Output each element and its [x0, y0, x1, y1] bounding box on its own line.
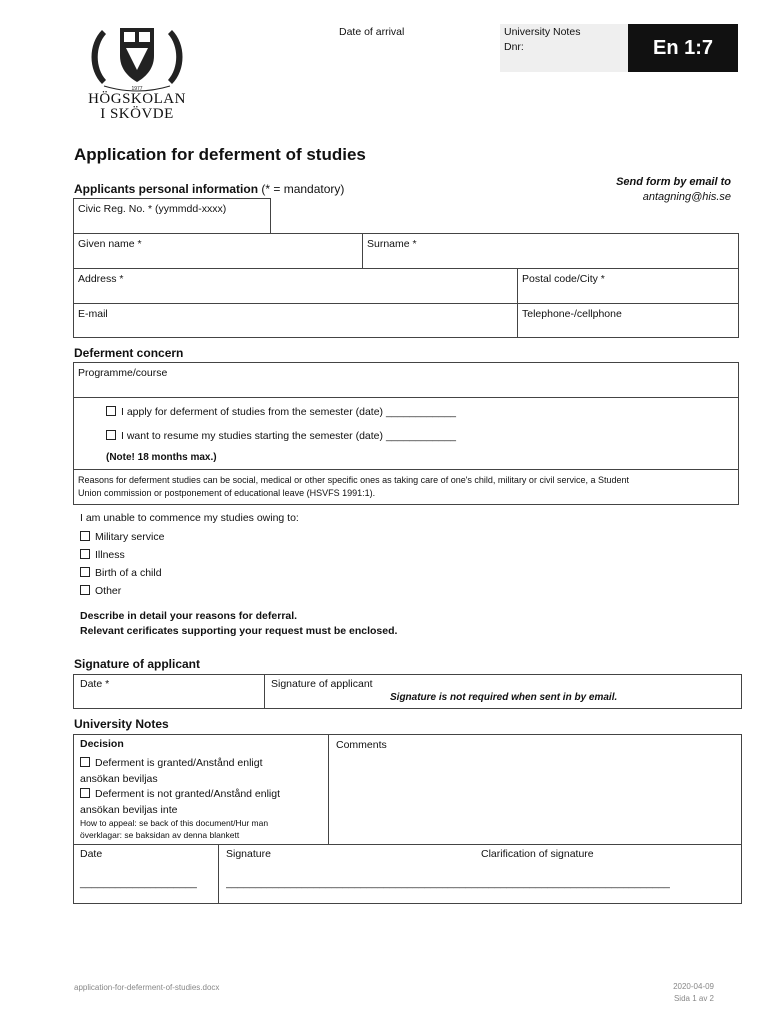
resume-studies-option[interactable]: [106, 430, 456, 442]
university-logo: [82, 22, 192, 122]
mandatory-note: (* = mandatory): [261, 182, 345, 196]
granted-option[interactable]: [80, 755, 263, 787]
clarification-label: Clarification of signature: [481, 848, 594, 860]
reason-military[interactable]: [80, 531, 164, 543]
notes-signature-line[interactable]: ____________________________________________________________________________: [226, 877, 670, 889]
birth-checkbox[interactable]: [80, 567, 90, 577]
university-notes-heading: University Notes: [74, 717, 169, 731]
reasons-text: [78, 474, 629, 500]
personal-info-title: Applicants personal information: [74, 182, 259, 196]
send-form-label: [560, 175, 731, 205]
form-code-badge: [628, 24, 738, 72]
date-sig-divider: [218, 844, 219, 904]
institution-line2: I SKÖVDE: [100, 106, 174, 122]
date-of-arrival-label: Date of arrival: [339, 26, 405, 38]
decision-divider: [328, 734, 329, 845]
signature-heading: Signature of applicant: [74, 657, 201, 671]
programme-divider: [73, 397, 739, 398]
university-notes-label: University Notes: [504, 26, 581, 38]
military-checkbox[interactable]: [80, 531, 90, 541]
appeal-line2: överklagar: se baksidan av denna blankett: [80, 830, 240, 840]
describe-line2: Relevant cerificates supporting your request must be enclosed.: [80, 625, 398, 637]
signature-date-field[interactable]: Date *: [80, 678, 110, 690]
granted-line2: ansökan beviljas: [80, 773, 158, 785]
granted-checkbox[interactable]: [80, 757, 90, 767]
comments-field[interactable]: Comments: [336, 739, 387, 751]
other-label: Other: [95, 585, 122, 597]
svg-text:1977: 1977: [131, 86, 143, 92]
email-field[interactable]: E-mail: [78, 308, 108, 320]
resume-label: I want to resume my studies starting the semester (date) ____________: [121, 430, 457, 442]
notes-row-divider: [73, 844, 742, 845]
notes-date-label: Date: [80, 848, 103, 860]
illness-label: Illness: [95, 549, 125, 561]
footer-date: 2020-04-09: [673, 982, 714, 991]
institution-line1: HÖGSKOLAN: [88, 91, 186, 107]
apply-deferment-option[interactable]: [106, 406, 456, 418]
reason-illness[interactable]: [80, 549, 125, 561]
appeal-line1: How to appeal: se back of this document/Hur man: [80, 818, 269, 828]
civic-reg-label: Civic Reg. No. * (yymmdd-xxxx): [78, 203, 227, 215]
footer-page: Sida 1 av 2: [673, 994, 714, 1003]
apply-label: I apply for deferment of studies from the semester (date) ____________: [121, 406, 457, 418]
reason-birth[interactable]: [80, 567, 162, 579]
reasons-line2: Union commission or postponement of educational leave (HSVFS 1991:1).: [78, 488, 376, 498]
reasons-divider: [73, 469, 739, 470]
not-granted-line1: Deferment is not granted/Anstånd enligt: [95, 788, 281, 800]
describe-line1: Describe in detail your reasons for deferral.: [80, 610, 298, 622]
other-checkbox[interactable]: [80, 585, 90, 595]
postal-city-field[interactable]: Postal code/City *: [522, 273, 605, 285]
page-title: Application for deferment of studies: [74, 145, 366, 164]
reasons-line1: Reasons for deferment studies can be social, medical or other specific ones as taking care of one's child, military or civil service, a Student: [78, 475, 629, 485]
illness-checkbox[interactable]: [80, 549, 90, 559]
resume-checkbox[interactable]: [106, 430, 116, 440]
decision-label: Decision: [80, 738, 124, 750]
send-form-email: antagning@his.se: [642, 191, 731, 203]
footer-filename: application-for-deferment-of-studies.docx: [74, 983, 220, 992]
military-label: Military service: [95, 531, 165, 543]
address-field[interactable]: Address *: [78, 273, 124, 285]
seal-icon: [82, 22, 192, 92]
signature-note: Signature is not required when sent in by email.: [390, 692, 618, 703]
phone-field[interactable]: Telephone-/cellphone: [522, 308, 622, 320]
unable-intro: I am unable to commence my studies owing to:: [80, 512, 299, 524]
reason-other[interactable]: [80, 585, 121, 597]
notes-signature-label: Signature: [226, 848, 271, 860]
birth-label: Birth of a child: [95, 567, 162, 579]
appeal-text: [80, 817, 268, 841]
not-granted-option[interactable]: [80, 786, 280, 818]
dnr-label: Dnr:: [504, 41, 524, 53]
not-granted-line2: ansökan beviljas inte: [80, 804, 178, 816]
signature-applicant-field[interactable]: Signature of applicant: [271, 678, 373, 690]
programme-course-field[interactable]: Programme/course: [78, 367, 168, 379]
form-code: En 1:7: [652, 37, 714, 59]
footer-meta: [640, 981, 714, 1005]
months-note: (Note! 18 months max.): [106, 452, 217, 463]
surname-field[interactable]: Surname *: [367, 238, 417, 250]
send-form-line1: Send form by email to: [616, 176, 731, 188]
apply-checkbox[interactable]: [106, 406, 116, 416]
describe-instructions: [80, 609, 397, 639]
deferment-heading: Deferment concern: [74, 346, 184, 360]
granted-line1: Deferment is granted/Anstånd enligt: [95, 757, 263, 769]
personal-info-heading: [74, 182, 344, 196]
notes-date-line[interactable]: ____________________: [80, 877, 197, 889]
signature-divider: [264, 674, 265, 709]
given-name-field[interactable]: Given name *: [78, 238, 142, 250]
not-granted-checkbox[interactable]: [80, 788, 90, 798]
institution-name: [78, 92, 196, 122]
